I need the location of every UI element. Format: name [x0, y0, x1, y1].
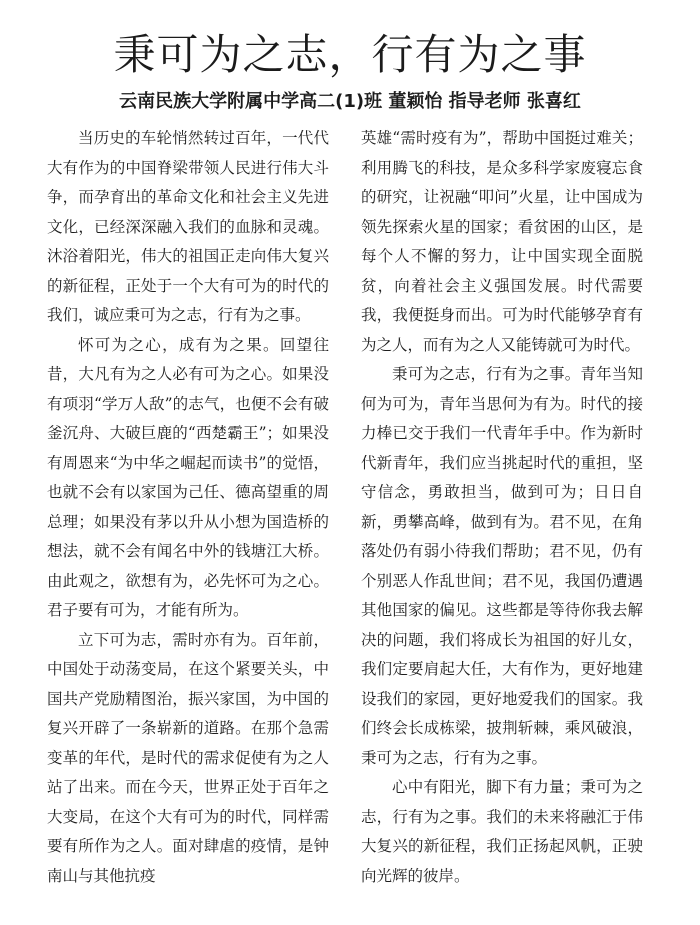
paragraph: 怀可为之心，成有为之果。回望往昔，大凡有为之人必有可为之心。如果没有项羽“学万人敌”的志气，也便不会有破釜沉舟、大破巨鹿的“西楚霸王”；如果没有周恩来“为中华之崛起而读书”的觉悟，也就不会有以家国为己任、德高望重的周总理；如果没有茅以升从小想为国造桥的想法，就不会有闻名中外的钱塘江大桥。由此观之，欲想有为，必先怀可为之心。君子要有可为，才能有所为。 [47, 335, 329, 619]
paragraph: 立下可为志，需时亦有为。百年前，中国处于动荡变局，在这个紧要关头，中国共产党励精图治，振兴家国，为中国的复兴开辟了一条崭新的道路。在那个急需变革的年代，是时代的需求促使有为之人站了出来。而在今天，世界正处于百年之大变局，在这个大有可为的时代，同样需要有所作为之人。面对肆虐的疫情，是钟南山与其他抗疫 [47, 630, 329, 885]
paragraph: 当历史的车轮悄然转过百年，一代代大有作为的中国脊梁带领人民进行伟大斗争，而孕育出的革命文化和社会主义先进文化，已经深深融入我们的血脉和灵魂。沐浴着阳光，伟大的祖国正走向伟大复兴的新征程，正处于一个大有可为的时代的我们，诚应秉可为之志，行有为之事。 [47, 129, 329, 324]
paragraph: 心中有阳光，脚下有力量；秉可为之志，行有为之事。我们的未来将融汇于伟大复兴的新征程，我们正扬起风帆，正驶向光辉的彼岸。 [361, 778, 643, 885]
author-byline: 云南民族大学附属中学高二(1)班 董颖怡 指导老师 张喜红 [119, 91, 581, 112]
paragraph: 秉可为之志，行有为之事。青年当知何为可为，青年当思何为有为。时代的接力棒已交于我们一代青年手中。作为新时代新青年，我们应当挑起时代的重担，坚守信念，勇敢担当，做到可为；日日自新，勇攀高峰，做到有为。君不见，在角落处仍有弱小待我们帮助；君不见，仍有个别恶人作乱世间；君不见，我国仍遭遇其他国家的偏见。这些都是等待你我去解决的问题，我们将成长为祖国的好儿女，我们定要肩起大任，大有作为，更好地建设我们的家园，更好地爱我们的国家。我们终会长成栋梁，披荆斩棘，乘风破浪，秉可为之志，行有为之事。 [361, 365, 643, 767]
right-column [361, 124, 643, 891]
paragraph-continued: 英雄“需时疫有为”，帮助中国挺过难关；利用腾飞的科技，是众多科学家废寝忘食的研究，让祝融“叩问”火星，让中国成为领先探索火星的国家；看贫困的山区，是每个人不懈的努力，让中国实现全面脱贫，向着社会主义强国发展。时代需要我，我便挺身而出。可为时代能够孕育有为之人，而有为之人又能铸就可为时代。 [361, 129, 643, 354]
left-column [47, 124, 329, 891]
article-title: 秉可为之志，行有为之事 [113, 30, 587, 79]
